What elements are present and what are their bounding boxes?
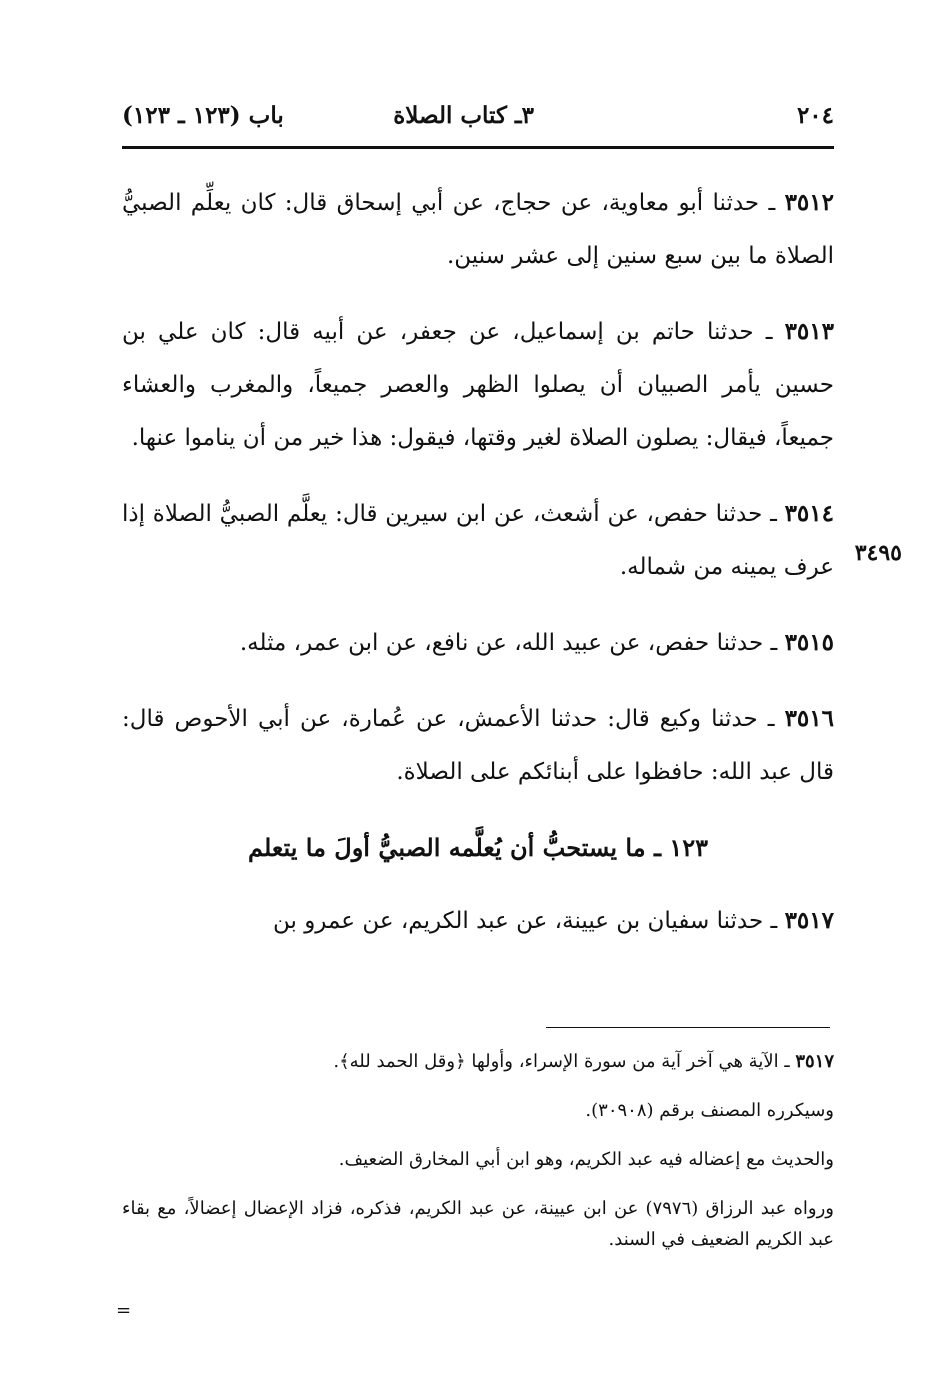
hadith-paragraph — [122, 692, 834, 799]
hadith-paragraph — [122, 305, 834, 465]
footnote — [122, 1046, 834, 1077]
footnote-text: ورواه عبد الرزاق (٧٩٧٦) عن ابن عيينة، عن عبد الكريم، فذكره، فزاد الإعضال إعضالاً، مع بقاء عبد الكريم الضعيف في السند. — [122, 1198, 834, 1250]
footnote-text: والحديث مع إعضاله فيه عبد الكريم، وهو ابن أبي المخارق الضعيف. — [338, 1149, 834, 1170]
footnote-rule — [546, 1027, 830, 1028]
hadith-text: ـ حدثنا أبو معاوية، عن حجاج، عن أبي إسحاق قال: كان يعلِّم الصبيُّ الصلاة ما بين سبع سنين إلى عشر سنين. — [122, 190, 834, 269]
chapter-range: باب (١٢٣ ـ ١٢٣) — [122, 102, 284, 129]
footnote-text: ـ الآية هي آخر آية من سورة الإسراء، وأولها ﴿وقل الحمد لله﴾. — [333, 1051, 796, 1072]
hadith-number: ٣٥١٤ — [784, 500, 834, 527]
hadith-number: ٣٥١٥ — [784, 629, 834, 656]
footnote — [122, 1144, 834, 1175]
hadith-text: ـ حدثنا سفيان بن عيينة، عن عبد الكريم، عن عمرو بن — [272, 908, 785, 934]
hadith-number: ٣٥١٦ — [784, 705, 834, 732]
hadith-text: ـ حدثنا حاتم بن إسماعيل، عن جعفر، عن أبيه قال: كان علي بن حسين يأمر الصبيان أن يصلوا الظهر والعصر جميعاً، والمغرب والعشاء جميعاً، فيقال: يصلون الصلاة لغير وقتها، فيقول: هذا خير من أن يناموا عنها. — [122, 319, 834, 451]
hadith-number: ٣٥١٣ — [784, 318, 834, 345]
hadith-number: ٣٥١٧ — [784, 907, 834, 934]
chapter-heading: ١٢٣ ـ ما يستحبُّ أن يُعلَّمه الصبيُّ أولَ ما يتعلم — [247, 833, 709, 862]
hadith-number: ٣٥١٢ — [784, 189, 834, 216]
hadith-paragraph — [122, 176, 834, 283]
main-text — [122, 176, 834, 970]
hadith-text: ـ حدثنا وكيع قال: حدثنا الأعمش، عن عُمارة، عن أبي الأحوص قال: قال عبد الله: حافظوا على أبنائكم على الصلاة. — [122, 706, 834, 785]
hadith-text: ـ حدثنا حفص، عن أشعث، عن ابن سيرين قال: يعلَّم الصبيُّ الصلاة إذا عرف يمينه من شماله. — [122, 501, 834, 580]
hadith-text: ـ حدثنا حفص، عن عبيد الله، عن نافع، عن ابن عمر، مثله. — [239, 630, 785, 656]
header-rule — [122, 146, 834, 149]
margin-number: ٣٤٩٥ — [854, 540, 902, 566]
hadith-paragraph — [122, 487, 834, 594]
page-number: ٢٠٤ — [796, 102, 834, 129]
continuation-mark: = — [116, 1300, 132, 1321]
footnote — [122, 1193, 834, 1255]
page-header — [122, 98, 834, 146]
footnote — [122, 1095, 834, 1126]
footnote-text: وسيكرره المصنف برقم (٣٠٩٠٨). — [585, 1100, 834, 1121]
footnote-number: ٣٥١٧ — [795, 1051, 834, 1072]
hadith-paragraph — [122, 616, 834, 670]
footnotes — [122, 1046, 834, 1273]
hadith-paragraph — [122, 894, 834, 948]
book-title: ٣ـ كتاب الصلاة — [393, 102, 534, 129]
